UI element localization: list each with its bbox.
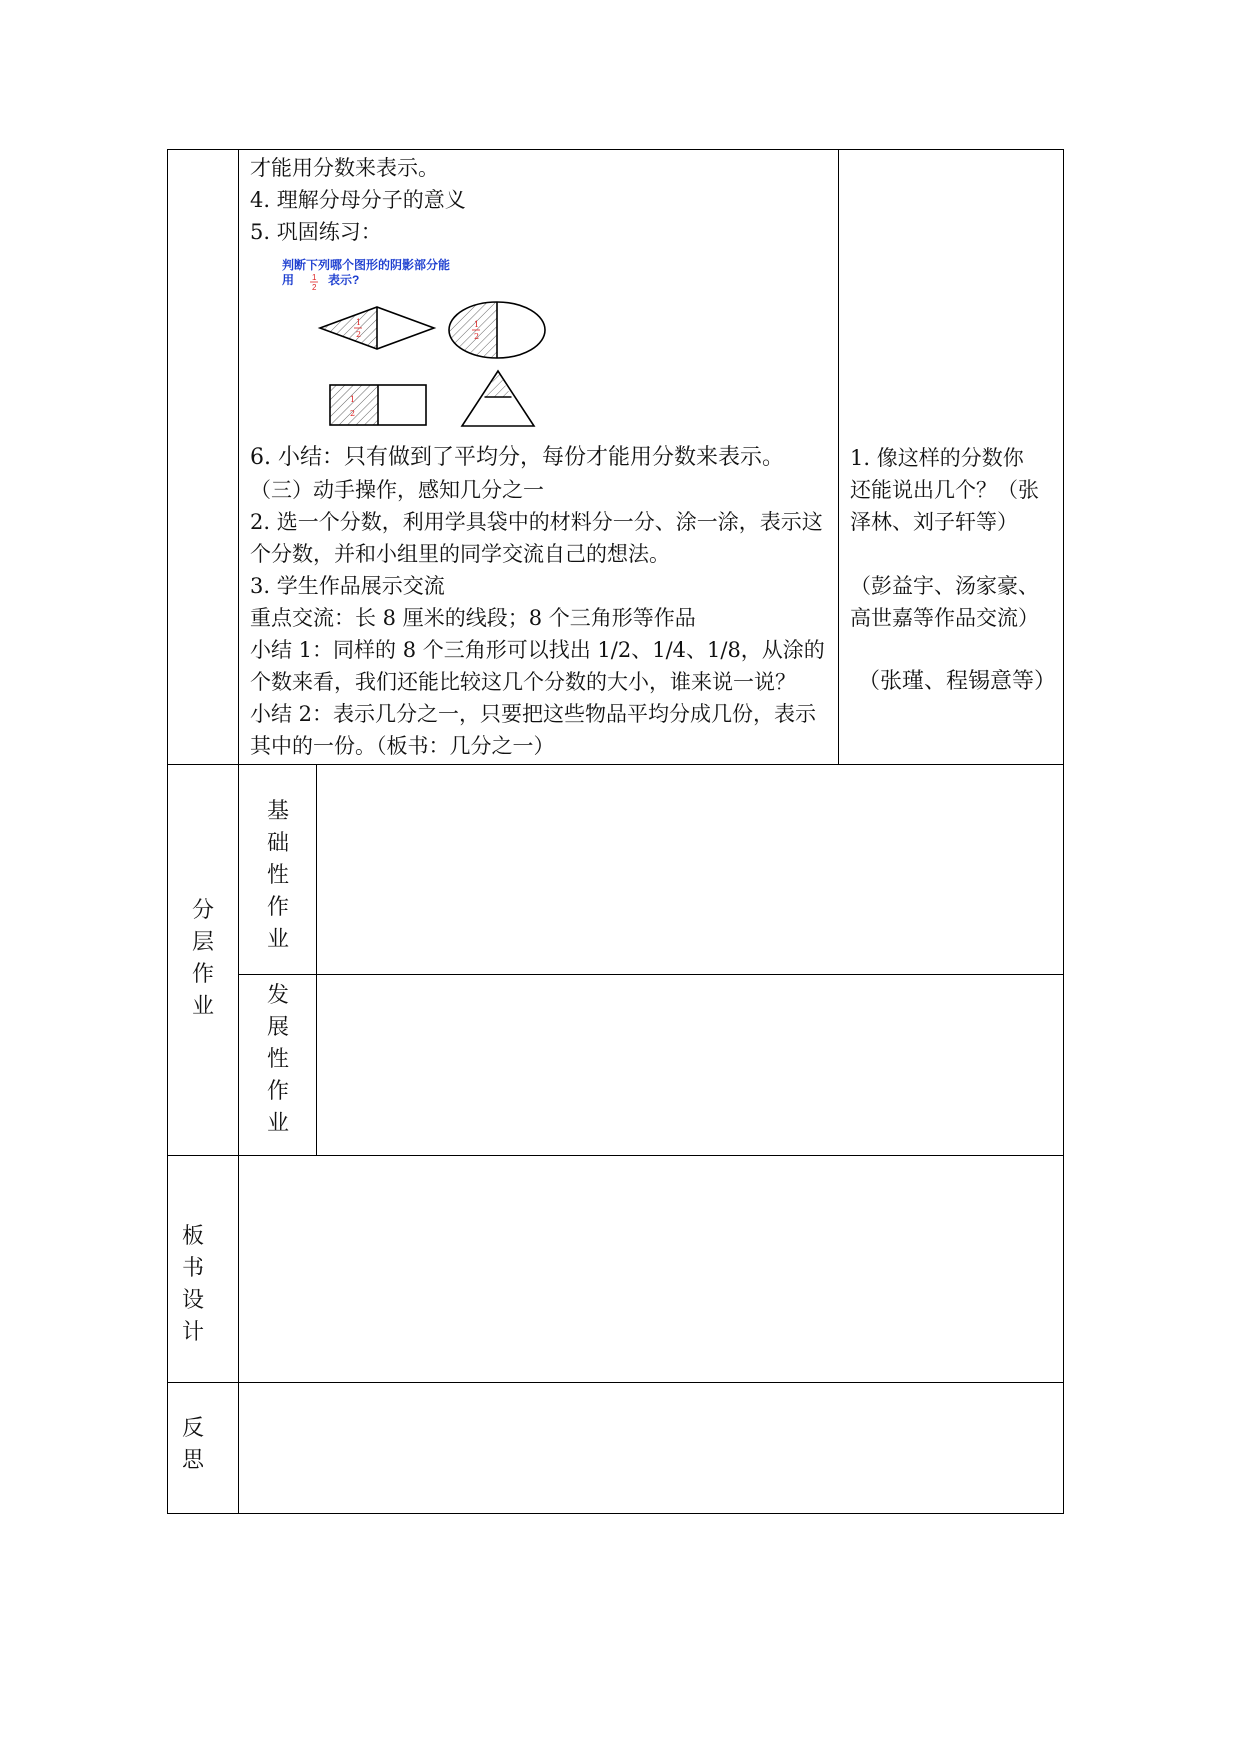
- exercise-prompt-2a: 用: [282, 273, 295, 287]
- lesson-line-6: 2. 选一个分数，利用学具袋中的材料分一分、涂一涂，表示这: [250, 510, 823, 534]
- rectangle-shape: [330, 385, 426, 425]
- note-line-2: 还能说出几个？（张: [850, 478, 1039, 502]
- table-left-border: [167, 149, 168, 1514]
- lesson-line-9: 重点交流：长 8 厘米的线段；8 个三角形等作品: [250, 606, 696, 630]
- lesson-line-12: 小结 2：表示几分之一，只要把这些物品平均分成几份，表示: [250, 702, 817, 726]
- ellipse-shape: [449, 302, 545, 358]
- lesson-line-4: 6. 小结：只有做到了平均分，每份才能用分数来表示。: [250, 445, 784, 470]
- row-divider-3: [167, 1382, 1064, 1383]
- diamond-frac-num: 1: [356, 318, 362, 327]
- lesson-line-11: 个数来看，我们还能比较这几个分数的大小，谁来说一说？: [250, 670, 796, 694]
- reflection-label: 反 思: [181, 1416, 204, 1473]
- exercise-prompt-2b: 表示?: [328, 273, 360, 287]
- exercise-shapes: [270, 256, 590, 431]
- row-divider-homework: [238, 974, 1064, 975]
- rect-frac-num: 1: [350, 395, 356, 404]
- rect-frac-den: 2: [350, 409, 356, 418]
- lesson-line-13: 其中的一份。（板书：几分之一）: [250, 734, 555, 758]
- lesson-line-7: 个分数，并和小组里的同学交流自己的想法。: [250, 542, 670, 566]
- basic-homework-label: 基 础 性 作 业: [266, 799, 289, 952]
- lesson-line-3: 5. 巩固练习：: [250, 220, 382, 244]
- note-line-1: 1. 像这样的分数你: [850, 446, 1024, 470]
- lesson-line-5: （三）动手操作，感知几分之一: [250, 478, 544, 502]
- lesson-line-10: 小结 1：同样的 8 个三角形可以找出 1/2、1/4、1/8，从涂的: [250, 638, 825, 662]
- exercise-prompt-1: 判断下列哪个图形的阴影部分能: [282, 258, 451, 272]
- lesson-line-2: 4. 理解分母分子的意义: [250, 188, 466, 212]
- col-divider-left: [238, 149, 239, 1514]
- diamond-frac-den: 2: [356, 330, 362, 339]
- ellipse-frac-num: 1: [474, 320, 480, 329]
- col-divider-homework: [316, 764, 317, 1155]
- develop-homework-label: 发 展 性 作 业: [266, 983, 289, 1136]
- row-divider-2: [167, 1155, 1064, 1156]
- note-line-5: 高世嘉等作品交流）: [850, 606, 1039, 630]
- lesson-line-1: 才能用分数来表示。: [250, 156, 439, 180]
- homework-label: 分 层 作 业: [191, 898, 214, 1019]
- table-top-border: [167, 149, 1064, 150]
- ellipse-frac-den: 2: [474, 332, 480, 341]
- triangle-shape: [462, 371, 534, 426]
- prompt-fraction-num: 1: [312, 273, 317, 282]
- note-line-6: （张瑾、程锡意等）: [858, 669, 1057, 694]
- note-line-3: 泽林、刘子轩等）: [850, 510, 1018, 534]
- board-design-label: 板 书 设 计: [181, 1224, 204, 1345]
- table-right-border: [1063, 149, 1064, 1514]
- table-bottom-border: [167, 1513, 1064, 1514]
- exercise-figure: [270, 256, 590, 431]
- col-divider-notes: [838, 149, 839, 764]
- lesson-line-8: 3. 学生作品展示交流: [250, 574, 445, 598]
- prompt-fraction-den: 2: [312, 283, 317, 292]
- note-line-4: （彭益宇、汤家豪、: [850, 574, 1039, 598]
- row-divider-1: [167, 764, 1064, 765]
- diamond-shape: [320, 307, 434, 349]
